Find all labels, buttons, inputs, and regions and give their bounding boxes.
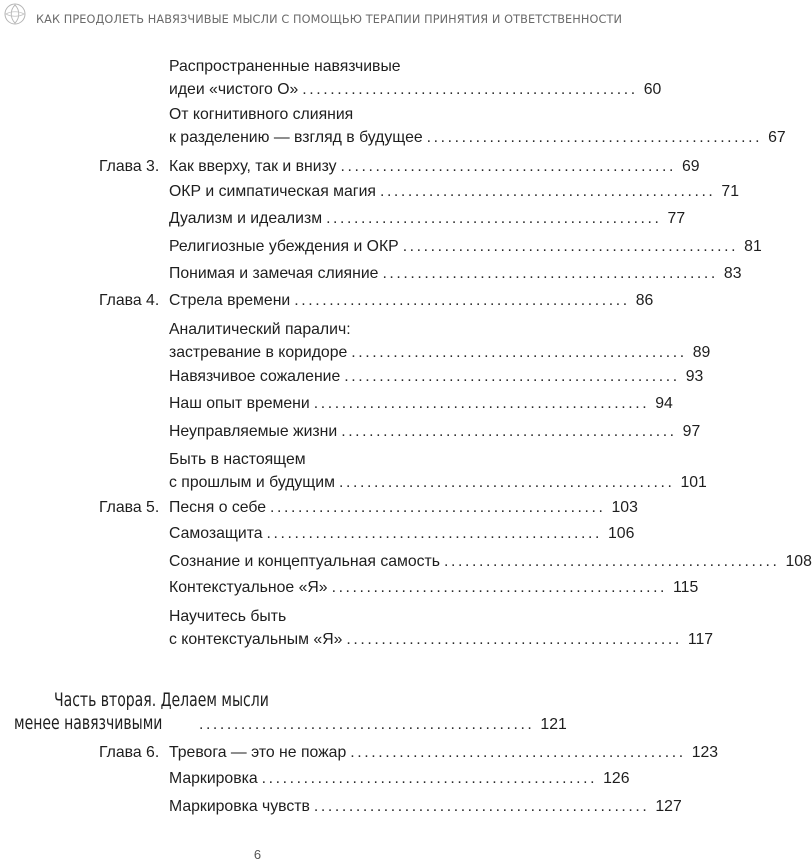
dot-leader: ................................................	[341, 423, 677, 440]
toc-entry-title-line: Религиозные убеждения и ОКР	[169, 238, 399, 255]
toc-entry-title-line: Навязчивое сожаление	[169, 368, 341, 385]
dot-leader: ................................................	[302, 81, 638, 98]
toc-page-number: 127	[655, 798, 682, 815]
toc-page-number: 83	[723, 265, 742, 282]
toc-entry-title-line: Маркировка чувств	[169, 798, 310, 815]
toc-page-number: 94	[655, 395, 673, 412]
dot-leader: ................................................	[313, 395, 650, 412]
toc-chapter-number: Глава 4.	[99, 292, 160, 309]
toc-entry-title-line: Наш опыт времени	[169, 395, 310, 412]
toc-page-number: 121	[540, 716, 567, 733]
toc-entry-title-line: Сознание и концептуальная самость	[169, 553, 441, 570]
toc-entry-title-line: Самозащита	[169, 525, 263, 542]
dot-leader: ................................................	[402, 238, 739, 255]
toc-entry-title-line: с прошлым и будущим	[169, 474, 335, 491]
toc-entry-title-line: с контекстуальным «Я»	[169, 631, 343, 648]
toc-page-number: 71	[721, 183, 739, 200]
toc-entry-title-line: менее навязчивыми	[14, 712, 163, 734]
toc-chapter-number: Глава 5.	[99, 499, 160, 516]
toc-page-number: 103	[611, 499, 638, 516]
toc-page-number: 69	[682, 158, 700, 175]
toc-page-number: 67	[768, 129, 786, 146]
dot-leader: ................................................	[270, 499, 606, 516]
toc-entry	[169, 795, 682, 818]
toc-entry-title-line: Аналитический паралич:	[169, 321, 351, 338]
dot-leader: ................................................	[294, 292, 630, 309]
dot-leader: ................................................	[379, 183, 716, 200]
dot-leader: ................................................	[198, 716, 535, 733]
dot-leader: ................................................	[339, 474, 675, 491]
toc-page-number: 97	[682, 423, 701, 440]
toc-page-number: 123	[691, 744, 719, 761]
toc-entry-title-line: Распространенные навязчивые	[169, 58, 401, 75]
toc-entry-title-line: Научитесь быть	[169, 608, 287, 625]
toc-entry-title-line: Дуализм и идеализм	[169, 210, 323, 227]
toc-entry-title-line: Песня о себе	[169, 499, 267, 516]
toc-entry-title-line: Маркировка	[169, 770, 258, 787]
toc-page-number: 81	[744, 238, 762, 255]
toc-entry-title-line: идеи «чистого О»	[169, 81, 299, 98]
dot-leader: ................................................	[444, 553, 780, 570]
dot-leader: ................................................	[351, 344, 687, 361]
toc-page-number: 126	[603, 770, 630, 787]
toc-entry-title-line: Как вверху, так и внизу	[169, 158, 337, 175]
toc-entry-title-line: Понимая и замечая слияние	[169, 265, 379, 282]
toc-chapter-number: Глава 6.	[99, 744, 160, 761]
toc-page-number: 89	[692, 344, 711, 361]
toc-page-number: 117	[687, 631, 714, 648]
toc-entry-title-line: Стрела времени	[169, 292, 291, 309]
toc-entry-title-line: ОКР и симпатическая магия	[169, 183, 376, 200]
toc-entry-title-line: Тревога — это не пожар	[169, 744, 347, 761]
toc-entry-title-line: Контекстуальное «Я»	[169, 579, 328, 596]
dot-leader: ................................................	[346, 631, 682, 648]
toc-page-number: 86	[635, 292, 654, 309]
toc-entry-title-line: От когнитивного слияния	[169, 106, 354, 123]
toc-page-number: 115	[673, 579, 699, 596]
dot-leader: ................................................	[426, 129, 763, 146]
toc-entry-title-line: Неуправляемые жизни	[169, 423, 338, 440]
dot-leader: ................................................	[261, 770, 598, 787]
dot-leader: ................................................	[313, 798, 650, 815]
dot-leader: ................................................	[326, 210, 662, 227]
header-title: КАК ПРЕОДОЛЕТЬ НАВЯЗЧИВЫЕ МЫСЛИ С ПОМОЩЬЮ ТЕРАПИИ ПРИНЯТИЯ И ОТВЕТСТВЕННОСТИ	[36, 13, 623, 26]
toc-page-number: 106	[608, 525, 635, 542]
toc-page-number: 93	[685, 368, 704, 385]
page-number: 6	[253, 847, 262, 862]
dot-leader: ................................................	[340, 158, 677, 175]
dot-leader: ................................................	[266, 525, 603, 542]
toc-entry-title-line: застревание в коридоре	[169, 344, 348, 361]
dot-leader: ................................................	[350, 744, 686, 761]
dot-leader: ................................................	[331, 579, 668, 596]
toc-entry-title-line: Часть вторая. Делаем мысли	[54, 689, 269, 711]
toc-chapter-number: Глава 3.	[99, 158, 160, 175]
toc-entry-title-line: к разделению — взгляд в будущее	[169, 129, 423, 146]
toc-page-number: 77	[667, 210, 686, 227]
toc-page-number: 108	[785, 553, 812, 570]
dot-leader: ................................................	[344, 368, 680, 385]
toc-page-number: 101	[680, 474, 707, 491]
dot-leader: ................................................	[382, 265, 718, 282]
toc-entry-title-line: Быть в настоящем	[169, 451, 306, 468]
toc-page-number: 60	[643, 81, 662, 98]
